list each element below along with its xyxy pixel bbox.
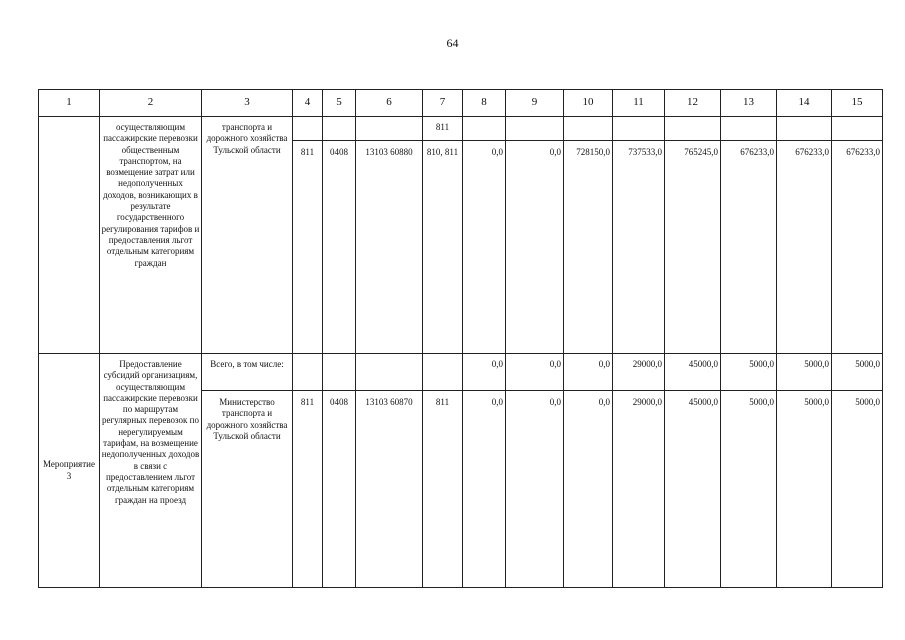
header-cell: 13 — [721, 90, 777, 117]
block2-total-value: 29000,0 — [613, 354, 665, 391]
block2-value: 45000,0 — [665, 391, 721, 588]
block2-col6: 13103 60870 — [356, 391, 423, 588]
block2-total-label: Всего, в том числе: — [202, 354, 293, 391]
block1-col6: 13103 60880 — [356, 141, 423, 354]
page-number: 64 — [446, 36, 459, 50]
block2-value: 0,0 — [506, 391, 564, 588]
block2-col5: 0408 — [323, 391, 356, 588]
header-cell: 2 — [100, 90, 202, 117]
block2-value: 0,0 — [564, 391, 613, 588]
block1-description: осуществляющим пассажирские перевозки общественным транспортом, на возмещение затрат или недополученных доходов, возникающих в результате государственного регулирования тарифов и предоставления льгот отдельным категориям граждан — [100, 117, 202, 354]
block2-col4: 811 — [293, 391, 323, 588]
block1-value: 676233,0 — [777, 141, 832, 354]
block2-total-value: 5000,0 — [721, 354, 777, 391]
header-cell: 14 — [777, 90, 832, 117]
block1-row1-col7: 811 — [423, 117, 463, 141]
block2-value: 29000,0 — [613, 391, 665, 588]
header-cell: 10 — [564, 90, 613, 117]
block2-value: 0,0 — [463, 391, 506, 588]
header-cell: 11 — [613, 90, 665, 117]
budget-table — [38, 89, 883, 588]
header-cell: 1 — [39, 90, 100, 117]
block1-value: 0,0 — [463, 141, 506, 354]
header-cell: 7 — [423, 90, 463, 117]
event-label: Мероприятие 3 — [39, 354, 100, 588]
block1-value: 765245,0 — [665, 141, 721, 354]
header-cell: 9 — [506, 90, 564, 117]
block1-col7: 810, 811 — [423, 141, 463, 354]
block2-value: 5000,0 — [721, 391, 777, 588]
block2-total-value: 0,0 — [463, 354, 506, 391]
block1-executor: транспорта и дорожного хозяйства Тульской области — [202, 117, 293, 354]
block1-value: 728150,0 — [564, 141, 613, 354]
header-cell: 3 — [202, 90, 293, 117]
header-row — [39, 90, 883, 117]
header-cell: 4 — [293, 90, 323, 117]
block2-total-value: 0,0 — [564, 354, 613, 391]
header-cell: 5 — [323, 90, 356, 117]
table-row — [39, 354, 883, 391]
block2-value: 5000,0 — [832, 391, 883, 588]
table-row — [39, 117, 883, 141]
block2-total-value: 5000,0 — [832, 354, 883, 391]
block2-total-value: 45000,0 — [665, 354, 721, 391]
block1-value: 0,0 — [506, 141, 564, 354]
header-cell: 12 — [665, 90, 721, 117]
header-cell: 15 — [832, 90, 883, 117]
block1-col4: 811 — [293, 141, 323, 354]
block2-description: Предоставление субсидий организациям, осуществляющим пассажирские перевозки по маршрутам регулярных перевозок по нерегулируемым тарифам, на возмещение недополученных доходов в связи с предоставлением льгот отдельным категориям граждан на проезд — [100, 354, 202, 588]
block1-col5: 0408 — [323, 141, 356, 354]
block1-col1 — [39, 117, 100, 354]
block2-executor: Министерство транспорта и дорожного хозяйства Тульской области — [202, 391, 293, 588]
header-cell: 6 — [356, 90, 423, 117]
block1-value: 676233,0 — [832, 141, 883, 354]
block2-value: 5000,0 — [777, 391, 832, 588]
block1-value: 737533,0 — [613, 141, 665, 354]
block2-col7: 811 — [423, 391, 463, 588]
block2-total-value: 0,0 — [506, 354, 564, 391]
header-cell: 8 — [463, 90, 506, 117]
block1-value: 676233,0 — [721, 141, 777, 354]
block2-total-value: 5000,0 — [777, 354, 832, 391]
